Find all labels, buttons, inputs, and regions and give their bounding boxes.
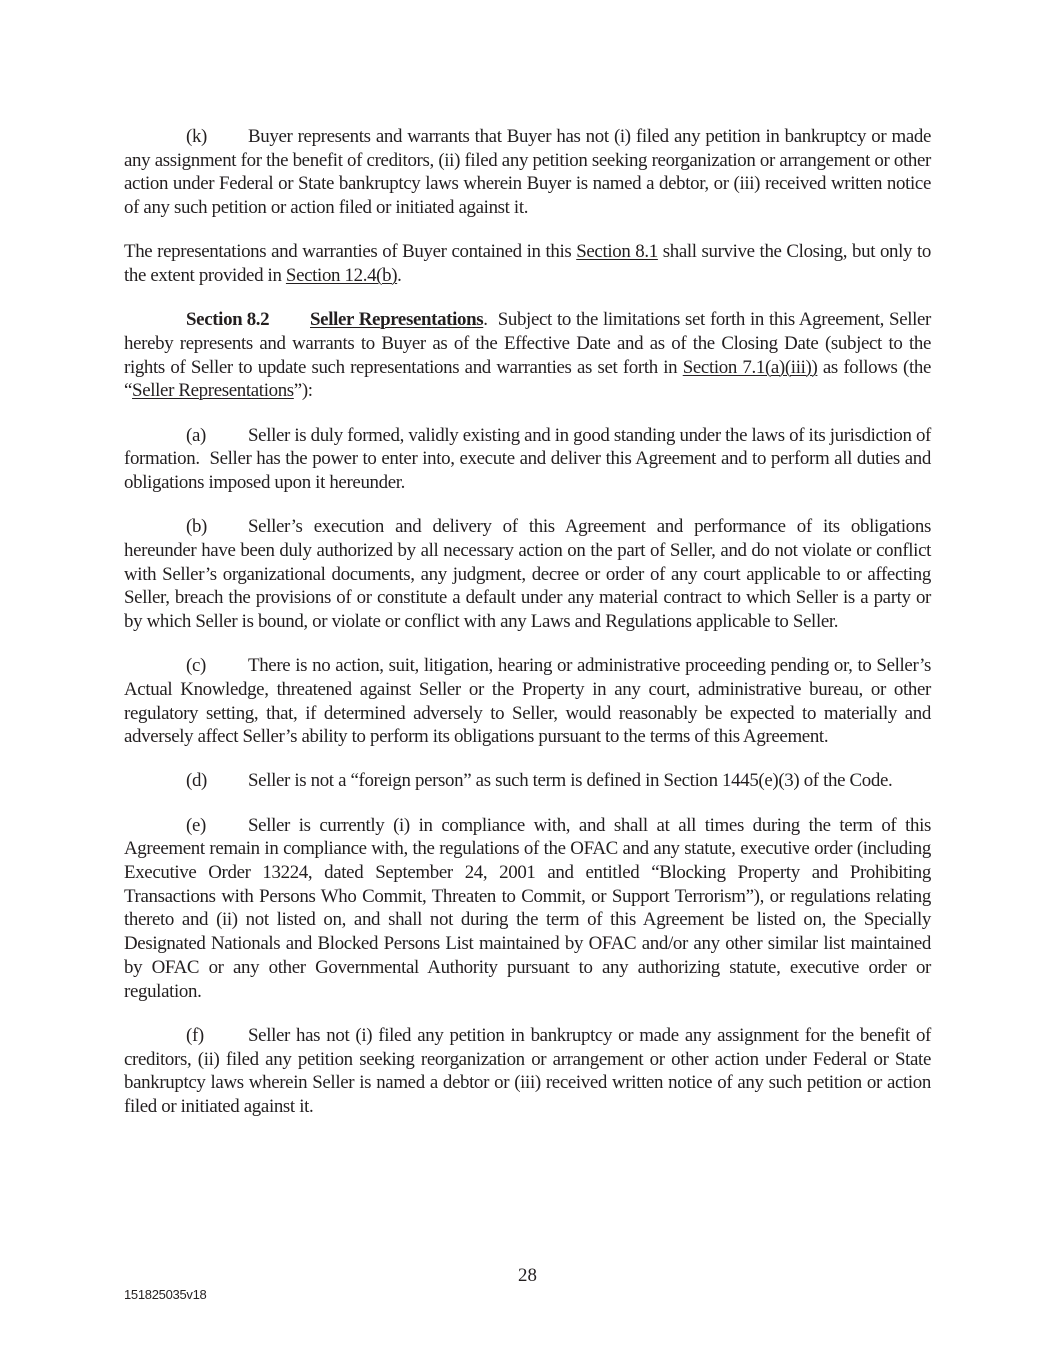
paragraph-label: (e) <box>186 814 206 836</box>
section-number: Section 8.2 <box>186 309 270 331</box>
page-number: 28 <box>518 1265 537 1286</box>
paragraph-label: (b) <box>186 516 207 538</box>
paragraph-label: (k) <box>186 126 207 147</box>
paragraph-text: Subject to the limitations set forth in this Agreement, Seller hereby represents and warrants to Buyer as of the Effective Date and as of the Closing Date (subject to the rights of Seller to update such representations and warranties as set forth in <box>124 309 936 378</box>
paragraph-label: (a) <box>186 424 206 446</box>
paragraph-c <box>124 654 931 749</box>
paragraph-text: Seller is duly formed, validly existing and in good standing under the laws of its jurisdiction of formation. Seller has the power to enter into, execute and deliver this Agreement and to perform all duties and obligations imposed upon it hereunder. <box>124 424 936 493</box>
paragraph-text: Seller’s execution and delivery of this Agreement and performance of its obligations hereunder have been duly authorized by all necessary action on the part of Seller, and do not violate or conflict with Seller’s organizational documents, any judgment, decree or order of any court applicable to or affecting Seller, breach the provisions of or constitute a default under any material contract to which Seller is a party or by which Seller is bound, or violate or conflict with any Laws and Regulations applicable to Seller. <box>124 516 931 632</box>
paragraph-f <box>124 1024 931 1119</box>
paragraph-e <box>124 814 931 1004</box>
section-heading: Seller Representations <box>310 309 484 331</box>
paragraph-text: The representations and warranties of Buyer contained in this <box>124 241 577 263</box>
cross-reference-section-12-4-b: Section 12.4(b) <box>285 265 398 287</box>
defined-term: Seller Representations <box>132 380 294 402</box>
paragraph-label: (c) <box>186 655 206 677</box>
document-id: 151825035v18 <box>124 1287 207 1302</box>
paragraph-label: (f) <box>186 1024 204 1046</box>
paragraph-text: . <box>397 265 402 287</box>
paragraph-survival <box>124 240 931 287</box>
paragraph-label: (d) <box>186 770 207 792</box>
section-8-2 <box>124 308 936 403</box>
paragraph-text: Seller has not (i) filed any petition in bankruptcy or made any assignment for the benefit of creditors, (ii) filed any petition seeking reorganization or arrangement or other action under Federal or State bankruptcy laws wherein Seller is named a debtor or (iii) received written notice of any such petition or action filed or initiated against it. <box>124 1024 931 1117</box>
paragraph-k <box>124 125 931 220</box>
paragraph-a <box>124 424 936 495</box>
paragraph-text: shall survive the Closing, but only to the extent provided in <box>124 241 931 287</box>
paragraph-text: as follows (the “ <box>124 356 931 402</box>
paragraph-b <box>124 515 931 634</box>
paragraph-d <box>124 769 931 793</box>
paragraph-text: Buyer represents and warrants that Buyer has not (i) filed any petition in bankruptcy or made any assignment for the benefit of creditors, (ii) filed any petition seeking reorganization or arrangement or other action under Federal or State bankruptcy laws wherein Buyer is named a debtor, or (iii) received written notice of any such petition or action filed or initiated against it. <box>124 126 931 219</box>
document-page <box>124 125 936 1139</box>
cross-reference-section-7-1: Section 7.1(a)(iii)) <box>682 356 818 378</box>
heading-punctuation: . <box>483 309 488 331</box>
paragraph-text: Seller is currently (i) in compliance with, and shall at all times during the term of this Agreement remain in compliance with, the regulations of the OFAC and any statute, executive order (including Executive Order 13224, dated September 24, 2001 and entitled “Blocking Property and Prohibiting Transactions with Persons Who Commit, Threaten to Commit, or Support Terrorism”), or regulations relating thereto and (ii) not listed on, and shall not during the term of this Agreement be listed on, the Specially Designated Nationals and Blocked Persons List maintained by OFAC and/or any other similar list maintained by OFAC or any other Governmental Authority pursuant to any authorizing statute, executive order or regulation. <box>124 814 931 1002</box>
paragraph-text: ”): <box>293 380 313 402</box>
paragraph-text: Seller is not a “foreign person” as such term is defined in Section 1445(e)(3) of the Code. <box>248 770 893 792</box>
cross-reference-section-8-1: Section 8.1 <box>576 241 658 263</box>
paragraph-text: There is no action, suit, litigation, hearing or administrative proceeding pending or, to Seller’s Actual Knowledge, threatened against Seller or the Property in any court, administrative bureau, or other regulatory setting, that, if determined adversely to Seller, would reasonably be expected to materially and adversely affect Seller’s ability to perform its obligations pursuant to the terms of this Agreement. <box>124 655 931 748</box>
